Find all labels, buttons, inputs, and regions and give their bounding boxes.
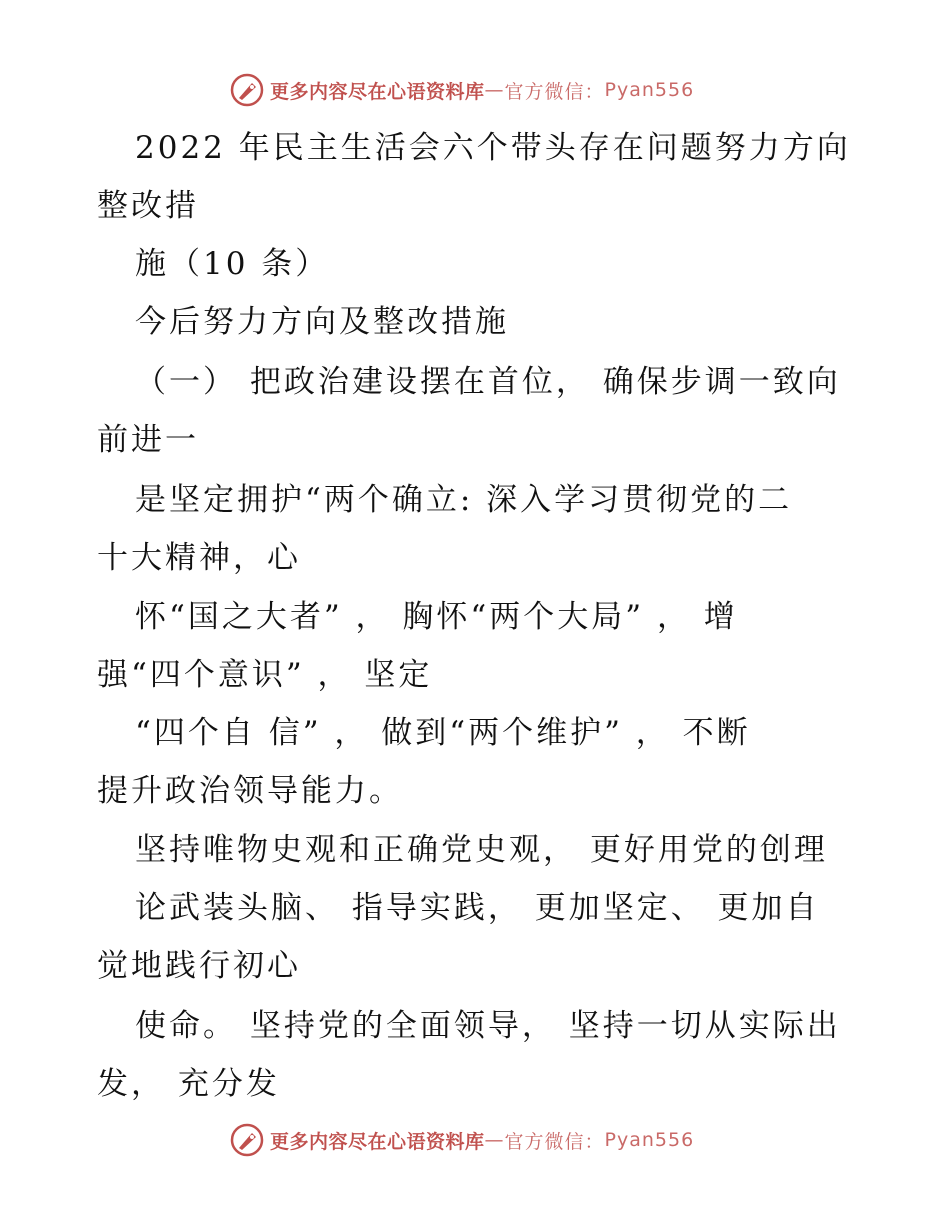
document-line: 怀“国之大者” ， 胸怀“两个大局” ， 增 — [135, 599, 738, 635]
banner-wechat-label: 官方微信： — [504, 80, 605, 103]
document-line: 十大精神，心 — [97, 540, 301, 576]
section-heading: 今后努力方向及整改措施 — [135, 304, 509, 340]
document-line: 前进一 — [97, 422, 199, 458]
document-line: 觉地践行初心 — [97, 948, 301, 984]
banner-wechat-id: Pyan556 — [604, 79, 695, 101]
banner-title: 更多内容尽在心语资料库 — [270, 1130, 485, 1153]
pen-nib-logo-icon — [230, 73, 264, 107]
document-line: 整改措 — [97, 188, 199, 224]
banner-title: 更多内容尽在心语资料库 — [270, 80, 485, 103]
banner-wechat-label: 官方微信： — [504, 1130, 605, 1153]
document-line: 坚持唯物史观和正确党史观， 更好用党的创理 — [135, 832, 828, 868]
document-line: 论武装头脑、 指导实践， 更加坚定、 更加自 — [135, 890, 820, 926]
document-line: 提升政治领导能力。 — [97, 773, 403, 809]
header-watermark-banner — [230, 70, 694, 110]
pen-nib-logo-icon — [230, 1123, 264, 1157]
document-line: 是坚定拥护“两个确立: 深入学习贯彻党的二 — [135, 482, 793, 518]
banner-wechat-id: Pyan556 — [604, 1129, 695, 1151]
banner-dash: — — [484, 79, 505, 101]
document-title-line: 2022 年民主生活会六个带头存在问题努力方向 — [135, 130, 851, 166]
subsection-heading: （一） 把政治建设摆在首位， 确保步调一致向 — [135, 364, 841, 400]
document-line: 强“四个意识” ， 坚定 — [97, 657, 433, 693]
banner-dash: — — [484, 1129, 505, 1151]
document-line: 施（10 条） — [135, 246, 330, 282]
document-line: 发， 充分发 — [97, 1066, 280, 1102]
document-line: 使命。 坚持党的全面领导， 坚持一切从实际出 — [135, 1008, 841, 1044]
document-line: “四个自 信” ， 做到“两个维护” ， 不断 — [135, 715, 751, 751]
footer-watermark-banner — [230, 1120, 694, 1160]
